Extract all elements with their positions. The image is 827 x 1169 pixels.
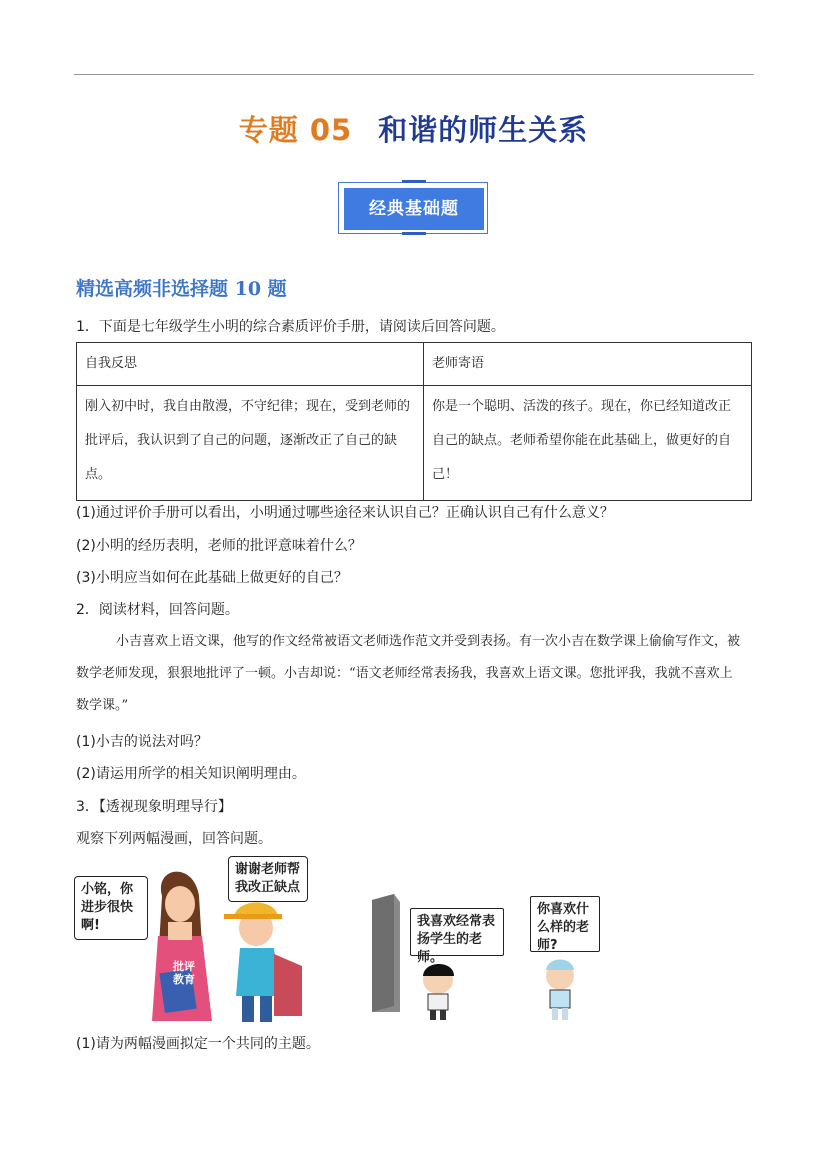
- comic-teacher-praise: [74, 856, 310, 1028]
- question-2-sub-2: (2)请运用所学的相关知识阐明理由。: [76, 766, 306, 782]
- evaluation-table: [76, 342, 752, 501]
- question-2-material: 小吉喜欢上语文课，他写的作文经常被语文老师选作范文并受到表扬。有一次小吉在数学课上偷偷写作文，被数学老师发现，狠狠地批评了一顿。小吉却说：“语文老师经常表扬我，我喜欢上语文课。您批评我，我就不喜欢上数学课。”: [76, 634, 741, 713]
- question-1-sub-2: (2)小明的经历表明，老师的批评意味着什么？: [76, 538, 362, 554]
- table-header-row: [77, 343, 752, 386]
- comic-favorite-teacher: [366, 884, 616, 1024]
- question-3-stem: 3．【透视现象明理导行】: [76, 799, 232, 815]
- question-2-stem: 2．阅读材料，回答问题。: [76, 602, 239, 618]
- question-2-sub-1: (1)小吉的说法对吗？: [76, 734, 208, 750]
- question-3-sub-1: (1)请为两幅漫画拟定一个共同的主题。: [76, 1036, 320, 1052]
- question-3-intro: 观察下列两幅漫画，回答问题。: [76, 831, 272, 847]
- section-heading: 精选高频非选择题 10 题: [76, 278, 287, 300]
- question-1-sub-1: (1)通过评价手册可以看出，小明通过哪些途径来认识自己？正确认识自己有什么意义？: [76, 505, 614, 521]
- table-cell-teacher-message: 你是一个聪明、活泼的孩子。现在，你已经知道改正自己的缺点。老师希望你能在此基础上，做更好的自己！: [424, 386, 752, 501]
- badge-tick: [402, 180, 426, 183]
- table-row: [77, 386, 752, 501]
- title-topic-number: 专题 05: [238, 113, 353, 147]
- page-title: [0, 108, 827, 149]
- badge-tick: [402, 232, 426, 235]
- section-badge: [338, 182, 490, 236]
- teacher-speech-bubble: 小铭，你进步很快啊!: [74, 876, 148, 940]
- question-1-sub-3: (3)小明应当如何在此基础上做更好的自己？: [76, 570, 348, 586]
- table-header-self-reflection: 自我反思: [77, 343, 424, 386]
- left-speech-bubble: 我喜欢经常表扬学生的老师。: [410, 908, 504, 956]
- title-topic-name: 和谐的师生关系: [378, 113, 589, 147]
- table-cell-self-reflection: 刚入初中时，我自由散漫，不守纪律；现在，受到老师的批评后，我认识到了自己的问题，逐渐改正了自己的缺点。: [77, 386, 424, 501]
- badge-label: 经典基础题: [344, 188, 484, 230]
- right-speech-bubble: 你喜欢什么样的老师?: [530, 896, 600, 952]
- question-1-stem: 1．下面是七年级学生小明的综合素质评价手册，请阅读后回答问题。: [76, 319, 505, 335]
- header-rule: [74, 74, 754, 75]
- book-label: 批评教育: [173, 960, 195, 986]
- student-speech-bubble: 谢谢老师帮我改正缺点: [228, 856, 308, 902]
- table-header-teacher-message: 老师寄语: [424, 343, 752, 386]
